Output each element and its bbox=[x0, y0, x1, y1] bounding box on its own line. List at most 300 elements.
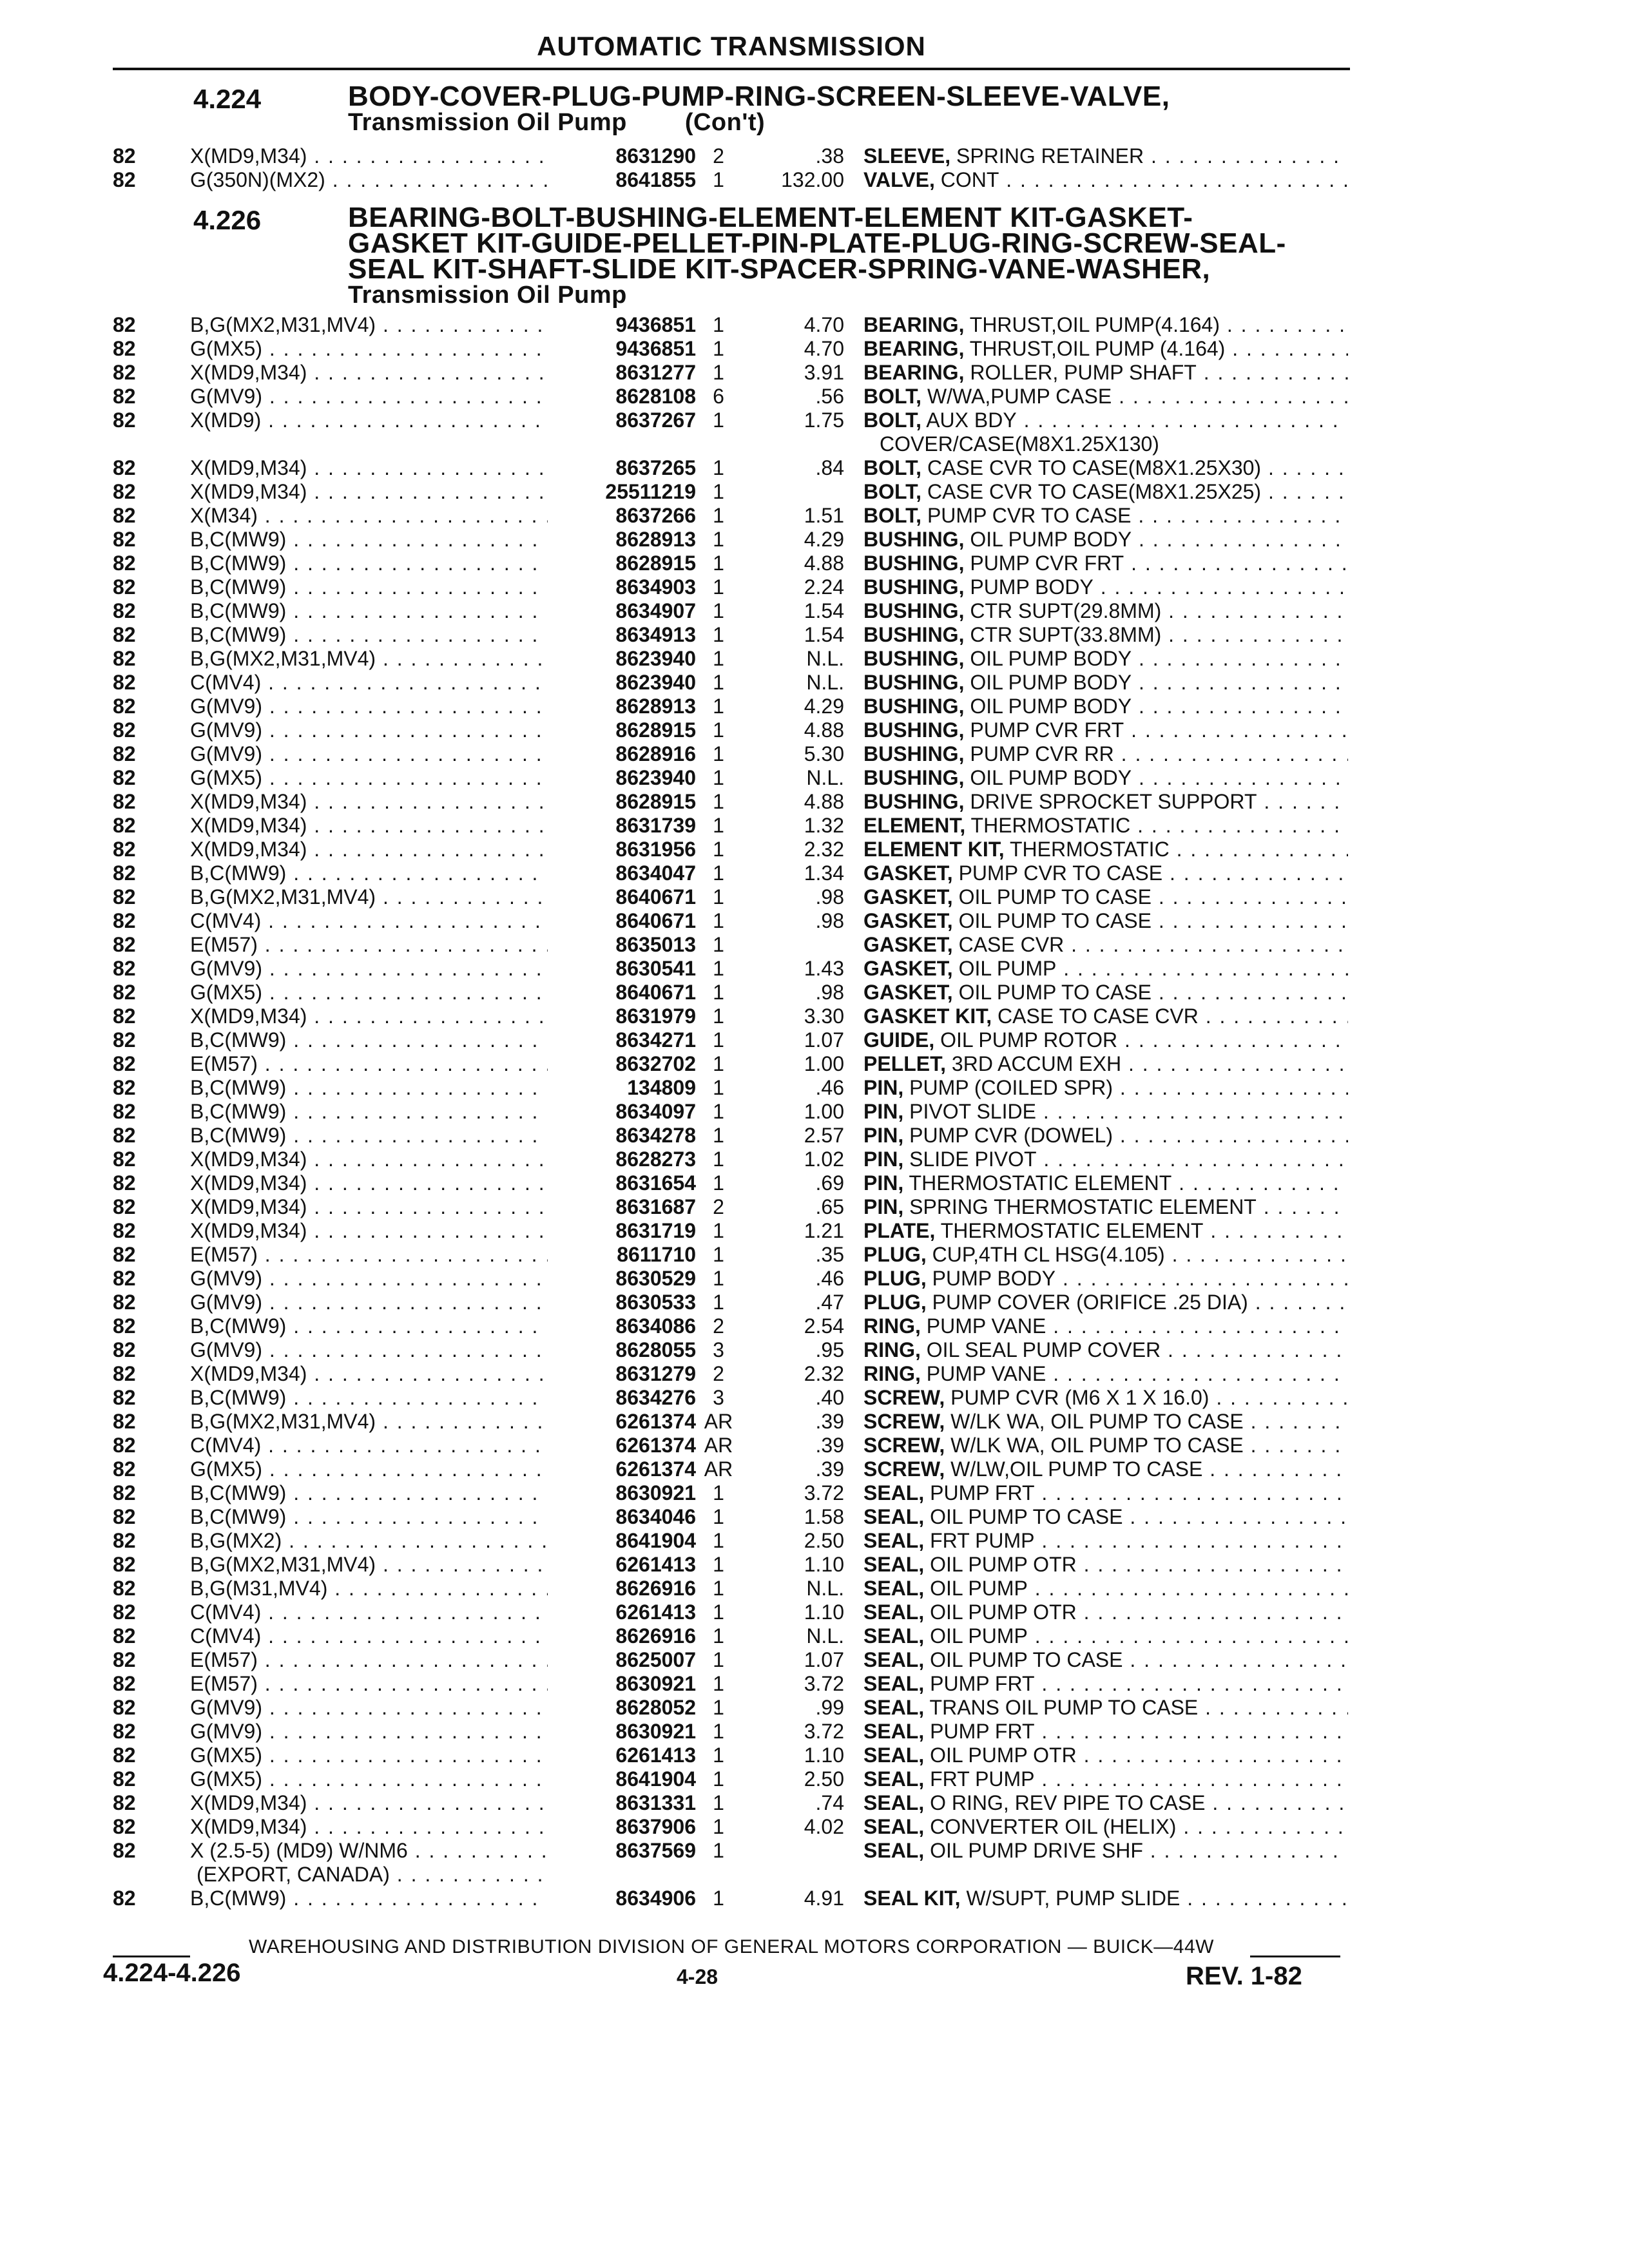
quantity: 1 bbox=[713, 647, 724, 670]
model-code: G(MV9) . . . bbox=[190, 1696, 583, 1720]
model-year: 82 bbox=[113, 1720, 136, 1743]
part-detail: CONT bbox=[940, 168, 999, 191]
price: 2.54 bbox=[804, 1314, 844, 1338]
parts-table-4226 bbox=[113, 313, 1350, 1910]
table-row bbox=[113, 599, 1350, 623]
part-name: SEAL, bbox=[863, 1648, 925, 1671]
part-number: 8635013 bbox=[548, 933, 696, 957]
part-number: 8631719 bbox=[548, 1219, 696, 1243]
price: .99 bbox=[815, 1696, 844, 1719]
part-description bbox=[863, 337, 1348, 361]
quantity: 1 bbox=[713, 981, 724, 1004]
table-row bbox=[113, 1148, 1350, 1171]
table-row bbox=[113, 1839, 1350, 1887]
part-description bbox=[863, 552, 1348, 575]
table-row bbox=[113, 1434, 1350, 1457]
price: .98 bbox=[815, 909, 844, 932]
quantity: 1 bbox=[713, 1577, 724, 1600]
price: .47 bbox=[815, 1291, 844, 1314]
quantity: 1 bbox=[713, 1648, 724, 1671]
section-number: 4.226 bbox=[193, 205, 262, 235]
table-row bbox=[113, 1624, 1350, 1648]
price: 1.34 bbox=[804, 861, 844, 885]
part-description bbox=[863, 1100, 1348, 1124]
section-heading-4226 bbox=[113, 202, 1350, 314]
part-number: 9436851 bbox=[548, 313, 696, 337]
part-detail: OIL PUMP OTR bbox=[930, 1600, 1077, 1624]
model-code: E(M57) . . . bbox=[190, 1243, 583, 1267]
part-name: BUSHING, bbox=[863, 623, 965, 646]
part-description bbox=[863, 981, 1348, 1004]
part-description bbox=[863, 1744, 1348, 1767]
part-description bbox=[863, 814, 1348, 838]
quantity: 1 bbox=[713, 313, 724, 336]
part-name: BUSHING, bbox=[863, 695, 965, 718]
quantity: 1 bbox=[713, 695, 724, 718]
table-row bbox=[113, 1362, 1350, 1386]
quantity: 2 bbox=[713, 144, 724, 168]
model-code: X(MD9,M34) . . . bbox=[190, 1195, 583, 1219]
part-number: 6261413 bbox=[548, 1553, 696, 1577]
model-year: 82 bbox=[113, 1529, 136, 1552]
part-detail: PUMP CVR FRT bbox=[970, 552, 1124, 575]
model-code: B,C(MW9) . . . bbox=[190, 623, 583, 647]
table-row bbox=[113, 1791, 1350, 1815]
part-number: 6261374 bbox=[548, 1434, 696, 1457]
part-name: PLUG, bbox=[863, 1243, 927, 1266]
quantity: AR bbox=[704, 1410, 733, 1433]
section-title bbox=[348, 81, 1353, 136]
model-year: 82 bbox=[113, 504, 136, 527]
model-code: G(MV9) . . . bbox=[190, 957, 583, 981]
quantity: 1 bbox=[713, 1624, 724, 1648]
part-detail: CASE CVR TO CASE(M8X1.25X30) bbox=[927, 456, 1262, 479]
page-title: AUTOMATIC TRANSMISSION bbox=[537, 31, 926, 61]
model-code: X(MD9,M34) . . . bbox=[190, 1148, 583, 1171]
part-description bbox=[863, 1887, 1348, 1910]
part-number: 8634278 bbox=[548, 1124, 696, 1148]
quantity: 1 bbox=[713, 814, 724, 837]
part-detail-continued: COVER/CASE(M8X1.25X130) bbox=[880, 432, 1159, 456]
model-code: B,C(MW9) . . . bbox=[190, 861, 583, 885]
quantity: 1 bbox=[713, 361, 724, 384]
model-year: 82 bbox=[113, 1267, 136, 1290]
table-row bbox=[113, 1291, 1350, 1314]
part-description bbox=[863, 1148, 1348, 1171]
model-year: 82 bbox=[113, 861, 136, 885]
quantity: 1 bbox=[713, 742, 724, 765]
model-code: B,G(MX2) . . . bbox=[190, 1529, 583, 1553]
model-code: C(MV4) . . . bbox=[190, 1600, 583, 1624]
part-description bbox=[863, 1553, 1348, 1577]
part-name: BUSHING, bbox=[863, 766, 965, 789]
model-code: G(MX5) . . . bbox=[190, 1457, 583, 1481]
price: 1.54 bbox=[804, 623, 844, 646]
part-detail: FRT PUMP bbox=[930, 1767, 1035, 1791]
part-number: 8628916 bbox=[548, 742, 696, 766]
quantity: 2 bbox=[713, 1314, 724, 1338]
model-year: 82 bbox=[113, 695, 136, 718]
part-detail: CUP,4TH CL HSG(4.105) bbox=[932, 1243, 1165, 1266]
model-year: 82 bbox=[113, 1124, 136, 1147]
part-name: GASKET, bbox=[863, 909, 953, 932]
model-code: B,C(MW9) . . . bbox=[190, 1314, 583, 1338]
part-number: 8631277 bbox=[548, 361, 696, 385]
table-row bbox=[113, 456, 1350, 480]
model-year: 82 bbox=[113, 981, 136, 1004]
model-year: 82 bbox=[113, 1004, 136, 1028]
part-description bbox=[863, 1076, 1348, 1100]
quantity: 1 bbox=[713, 1839, 724, 1862]
model-year: 82 bbox=[113, 1243, 136, 1266]
part-detail: OIL PUMP bbox=[930, 1624, 1028, 1648]
model-code: G(MX5) . . . bbox=[190, 337, 583, 361]
part-number: 8634913 bbox=[548, 623, 696, 647]
section-title-text: BODY-COVER-PLUG-PUMP-RING-SCREEN-SLEEVE-VALVE, bbox=[348, 81, 1170, 112]
model-year: 82 bbox=[113, 1028, 136, 1052]
part-number: 8623940 bbox=[548, 647, 696, 671]
quantity: 1 bbox=[713, 790, 724, 813]
part-detail: 3RD ACCUM EXH bbox=[951, 1052, 1122, 1075]
part-description bbox=[863, 838, 1348, 861]
model-year: 82 bbox=[113, 814, 136, 837]
table-row bbox=[113, 647, 1350, 671]
table-row bbox=[113, 957, 1350, 981]
part-name: BUSHING, bbox=[863, 647, 965, 670]
model-code: X(MD9,M34) . . . bbox=[190, 1791, 583, 1815]
part-detail: OIL PUMP DRIVE SHF bbox=[930, 1839, 1143, 1862]
part-detail: AUX BDY bbox=[926, 408, 1017, 432]
part-description bbox=[863, 933, 1348, 957]
part-name: BEARING, bbox=[863, 361, 965, 384]
quantity: 3 bbox=[713, 1338, 724, 1361]
part-description bbox=[863, 1791, 1348, 1815]
part-detail: W/LW,OIL PUMP TO CASE bbox=[950, 1457, 1203, 1481]
part-number: 8631290 bbox=[548, 144, 696, 168]
quantity: 1 bbox=[713, 337, 724, 360]
part-description bbox=[863, 575, 1348, 599]
table-row bbox=[113, 981, 1350, 1004]
price: 3.30 bbox=[804, 1004, 844, 1028]
quantity: 1 bbox=[713, 1100, 724, 1123]
part-description bbox=[863, 1600, 1348, 1624]
part-number: 8623940 bbox=[548, 766, 696, 790]
part-detail: OIL PUMP BODY bbox=[970, 766, 1132, 789]
part-description bbox=[863, 1386, 1348, 1410]
model-year: 82 bbox=[113, 408, 136, 432]
quantity: 1 bbox=[713, 1791, 724, 1814]
part-name: PIN, bbox=[863, 1171, 904, 1195]
part-name: BUSHING, bbox=[863, 552, 965, 575]
part-detail: PUMP VANE bbox=[926, 1362, 1046, 1385]
model-year: 82 bbox=[113, 1100, 136, 1123]
quantity: 1 bbox=[713, 1481, 724, 1504]
part-detail: CASE CVR bbox=[958, 933, 1065, 956]
table-row bbox=[113, 504, 1350, 528]
model-code-continued: (EXPORT, CANADA) . . . bbox=[197, 1863, 548, 1887]
part-name: BUSHING, bbox=[863, 575, 965, 599]
model-year: 82 bbox=[113, 1338, 136, 1361]
part-description bbox=[863, 1648, 1348, 1672]
table-row bbox=[113, 337, 1350, 361]
table-row bbox=[113, 1529, 1350, 1553]
table-row bbox=[113, 408, 1350, 456]
part-name: PIN, bbox=[863, 1100, 904, 1123]
part-name: SCREW, bbox=[863, 1386, 945, 1409]
price: .46 bbox=[815, 1267, 844, 1290]
part-detail: OIL PUMP BODY bbox=[970, 695, 1132, 718]
model-year: 82 bbox=[113, 1505, 136, 1528]
model-code: B,C(MW9) . . . bbox=[190, 1028, 583, 1052]
table-row bbox=[113, 885, 1350, 909]
quantity: 1 bbox=[713, 885, 724, 908]
table-row bbox=[113, 718, 1350, 742]
part-detail: THERMOSTATIC bbox=[970, 814, 1131, 837]
model-year: 82 bbox=[113, 1291, 136, 1314]
part-description bbox=[863, 1267, 1348, 1291]
part-name: BUSHING, bbox=[863, 599, 965, 622]
part-number: 8628273 bbox=[548, 1148, 696, 1171]
section-subtitle: Transmission Oil Pump bbox=[348, 282, 627, 309]
model-year: 82 bbox=[113, 552, 136, 575]
table-row bbox=[113, 1600, 1350, 1624]
part-detail: CTR SUPT(33.8MM) bbox=[970, 623, 1162, 646]
part-name: SEAL, bbox=[863, 1553, 925, 1576]
table-row bbox=[113, 790, 1350, 814]
part-number: 8628108 bbox=[548, 385, 696, 408]
quantity: 1 bbox=[713, 1076, 724, 1099]
part-number: 8631331 bbox=[548, 1791, 696, 1815]
model-code: B,C(MW9) . . . bbox=[190, 528, 583, 552]
part-name: BUSHING, bbox=[863, 790, 965, 813]
price: 2.50 bbox=[804, 1529, 844, 1552]
table-row bbox=[113, 1720, 1350, 1744]
model-code: X(MD9,M34) . . . bbox=[190, 1004, 583, 1028]
model-code: B,C(MW9) . . . bbox=[190, 1481, 583, 1505]
table-row bbox=[113, 1648, 1350, 1672]
table-row bbox=[113, 1195, 1350, 1219]
table-row bbox=[113, 552, 1350, 575]
price: 4.88 bbox=[804, 552, 844, 575]
quantity: 1 bbox=[713, 1243, 724, 1266]
part-name: GASKET, bbox=[863, 885, 953, 908]
part-number: 8631279 bbox=[548, 1362, 696, 1386]
part-number: 8628915 bbox=[548, 552, 696, 575]
model-year: 82 bbox=[113, 1171, 136, 1195]
model-code: E(M57) . . . bbox=[190, 933, 583, 957]
model-year: 82 bbox=[113, 790, 136, 813]
price: 2.50 bbox=[804, 1767, 844, 1791]
model-code: B,C(MW9) . . . bbox=[190, 575, 583, 599]
quantity: 1 bbox=[713, 1815, 724, 1838]
table-row bbox=[113, 1219, 1350, 1243]
part-name: SCREW, bbox=[863, 1410, 945, 1433]
part-name: SEAL, bbox=[863, 1529, 925, 1552]
part-description bbox=[863, 361, 1348, 385]
quantity: 1 bbox=[713, 1028, 724, 1052]
part-number: 8626916 bbox=[548, 1624, 696, 1648]
quantity: 1 bbox=[713, 766, 724, 789]
part-detail: OIL PUMP TO CASE bbox=[930, 1505, 1123, 1528]
price: 1.02 bbox=[804, 1148, 844, 1171]
part-name: SCREW, bbox=[863, 1434, 945, 1457]
model-year: 82 bbox=[113, 575, 136, 599]
price: N.L. bbox=[806, 671, 844, 694]
part-detail: OIL PUMP TO CASE bbox=[958, 981, 1152, 1004]
model-year: 82 bbox=[113, 313, 136, 336]
model-code: X(MD9,M34) . . . bbox=[190, 1171, 583, 1195]
model-code: G(MX5) . . . bbox=[190, 1767, 583, 1791]
model-year: 82 bbox=[113, 1648, 136, 1671]
part-description bbox=[863, 623, 1348, 647]
price: 3.72 bbox=[804, 1672, 844, 1695]
part-detail: PUMP CVR (DOWEL) bbox=[909, 1124, 1113, 1147]
part-name: PIN, bbox=[863, 1195, 904, 1218]
header-rule bbox=[113, 68, 1350, 70]
part-detail: PUMP CVR TO CASE bbox=[927, 504, 1132, 527]
model-code: B,C(MW9) . . . bbox=[190, 1386, 583, 1410]
part-name: RING, bbox=[863, 1314, 921, 1338]
part-detail: PUMP (COILED SPR) bbox=[909, 1076, 1113, 1099]
part-name: PLATE, bbox=[863, 1219, 936, 1242]
quantity: 1 bbox=[713, 528, 724, 551]
price: 1.07 bbox=[804, 1648, 844, 1671]
part-detail: PUMP FRT bbox=[930, 1672, 1035, 1695]
revision-label: REV. 1-82 bbox=[1186, 1962, 1302, 1990]
price: 1.10 bbox=[804, 1744, 844, 1767]
table-row bbox=[113, 385, 1350, 408]
part-number: 8628052 bbox=[548, 1696, 696, 1720]
table-row bbox=[113, 933, 1350, 957]
model-code: G(350N)(MX2) . . . bbox=[190, 168, 583, 192]
part-number: 8634907 bbox=[548, 599, 696, 623]
model-code: G(MV9) . . . bbox=[190, 385, 583, 408]
part-detail: OIL PUMP bbox=[958, 957, 1057, 980]
price: 1.75 bbox=[804, 408, 844, 432]
part-name: ELEMENT KIT, bbox=[863, 838, 1005, 861]
table-row bbox=[113, 575, 1350, 599]
part-number: 134809 bbox=[548, 1076, 696, 1100]
part-description bbox=[863, 1171, 1348, 1195]
model-code: B,G(MX2,M31,MV4) . . . bbox=[190, 313, 583, 337]
quantity: 1 bbox=[713, 1553, 724, 1576]
part-detail: W/SUPT, PUMP SLIDE bbox=[966, 1887, 1181, 1910]
part-number: 8630541 bbox=[548, 957, 696, 981]
table-row bbox=[113, 1815, 1350, 1839]
part-number: 8630533 bbox=[548, 1291, 696, 1314]
part-name: SEAL KIT, bbox=[863, 1887, 961, 1910]
quantity: 1 bbox=[713, 957, 724, 980]
table-row bbox=[113, 1028, 1350, 1052]
model-year: 82 bbox=[113, 909, 136, 932]
section-title-line: SEAL KIT-SHAFT-SLIDE KIT-SPACER-SPRING-VANE-WASHER, bbox=[348, 253, 1211, 285]
part-detail: SLIDE PIVOT bbox=[909, 1148, 1037, 1171]
part-detail: PUMP VANE bbox=[926, 1314, 1046, 1338]
table-row bbox=[113, 1076, 1350, 1100]
part-detail: W/LK WA, OIL PUMP TO CASE bbox=[950, 1434, 1244, 1457]
part-detail: OIL PUMP TO CASE bbox=[930, 1648, 1123, 1671]
part-number: 8634046 bbox=[548, 1505, 696, 1529]
part-name: VALVE, bbox=[863, 168, 935, 191]
part-number: 6261374 bbox=[548, 1410, 696, 1434]
part-number: 8637267 bbox=[548, 408, 696, 432]
section-number: 4.224 bbox=[193, 84, 262, 114]
part-description bbox=[863, 1767, 1348, 1791]
price: 1.00 bbox=[804, 1100, 844, 1123]
model-code: X(MD9,M34) . . . bbox=[190, 1362, 583, 1386]
part-number: 8630529 bbox=[548, 1267, 696, 1291]
table-row bbox=[113, 742, 1350, 766]
quantity: 1 bbox=[713, 1744, 724, 1767]
part-detail: THERMOSTATIC bbox=[1009, 838, 1170, 861]
part-description bbox=[863, 313, 1348, 337]
part-description bbox=[863, 1362, 1348, 1386]
part-description bbox=[863, 647, 1348, 671]
quantity: 1 bbox=[713, 1696, 724, 1719]
model-year: 82 bbox=[113, 385, 136, 408]
part-number: 8625007 bbox=[548, 1648, 696, 1672]
part-number: 8634906 bbox=[548, 1887, 696, 1910]
part-name: SEAL, bbox=[863, 1577, 925, 1600]
price: .98 bbox=[815, 981, 844, 1004]
price: 1.43 bbox=[804, 957, 844, 980]
section-title-line: GASKET KIT-GUIDE-PELLET-PIN-PLATE-PLUG-RING-SCREW-SEAL- bbox=[348, 227, 1286, 259]
part-detail: CONVERTER OIL (HELIX) bbox=[930, 1815, 1177, 1838]
price: 1.00 bbox=[804, 1052, 844, 1075]
model-code: B,G(MX2,M31,MV4) . . . bbox=[190, 1553, 583, 1577]
part-detail: ROLLER, PUMP SHAFT bbox=[970, 361, 1197, 384]
model-code: X(MD9,M34) . . . bbox=[190, 1219, 583, 1243]
part-detail: W/LK WA, OIL PUMP TO CASE bbox=[950, 1410, 1244, 1433]
model-code: G(MV9) . . . bbox=[190, 1291, 583, 1314]
model-year: 82 bbox=[113, 337, 136, 360]
model-code: X(MD9,M34) . . . bbox=[190, 361, 583, 385]
model-code: C(MV4) . . . bbox=[190, 1624, 583, 1648]
part-description bbox=[863, 1720, 1348, 1744]
part-description bbox=[863, 1291, 1348, 1314]
model-year: 82 bbox=[113, 957, 136, 980]
part-name: SEAL, bbox=[863, 1696, 925, 1719]
part-detail: PUMP COVER (ORIFICE .25 DIA) bbox=[932, 1291, 1248, 1314]
part-description bbox=[863, 528, 1348, 552]
part-description bbox=[863, 385, 1348, 408]
part-detail: PUMP FRT bbox=[930, 1481, 1035, 1504]
table-row bbox=[113, 1505, 1350, 1529]
table-row bbox=[113, 1267, 1350, 1291]
table-row bbox=[113, 1457, 1350, 1481]
quantity: 1 bbox=[713, 456, 724, 479]
quantity: 1 bbox=[713, 909, 724, 932]
price: .39 bbox=[815, 1410, 844, 1433]
part-description bbox=[863, 1338, 1348, 1362]
part-name: BOLT, bbox=[863, 480, 922, 503]
part-number: 8640671 bbox=[548, 885, 696, 909]
table-row bbox=[113, 144, 1350, 168]
part-number: 8631956 bbox=[548, 838, 696, 861]
quantity: 1 bbox=[713, 1505, 724, 1528]
model-year: 82 bbox=[113, 885, 136, 908]
quantity: 1 bbox=[713, 933, 724, 956]
part-detail: O RING, REV PIPE TO CASE bbox=[930, 1791, 1206, 1814]
section-title bbox=[348, 202, 1353, 309]
model-code: X(MD9,M34) . . . bbox=[190, 790, 583, 814]
part-detail: THRUST,OIL PUMP(4.164) bbox=[969, 313, 1220, 336]
part-detail: TRANS OIL PUMP TO CASE bbox=[929, 1696, 1199, 1719]
model-code: X(M34) . . . bbox=[190, 504, 583, 528]
part-name: SEAL, bbox=[863, 1839, 925, 1862]
model-year: 82 bbox=[113, 1052, 136, 1075]
table-row bbox=[113, 1744, 1350, 1767]
